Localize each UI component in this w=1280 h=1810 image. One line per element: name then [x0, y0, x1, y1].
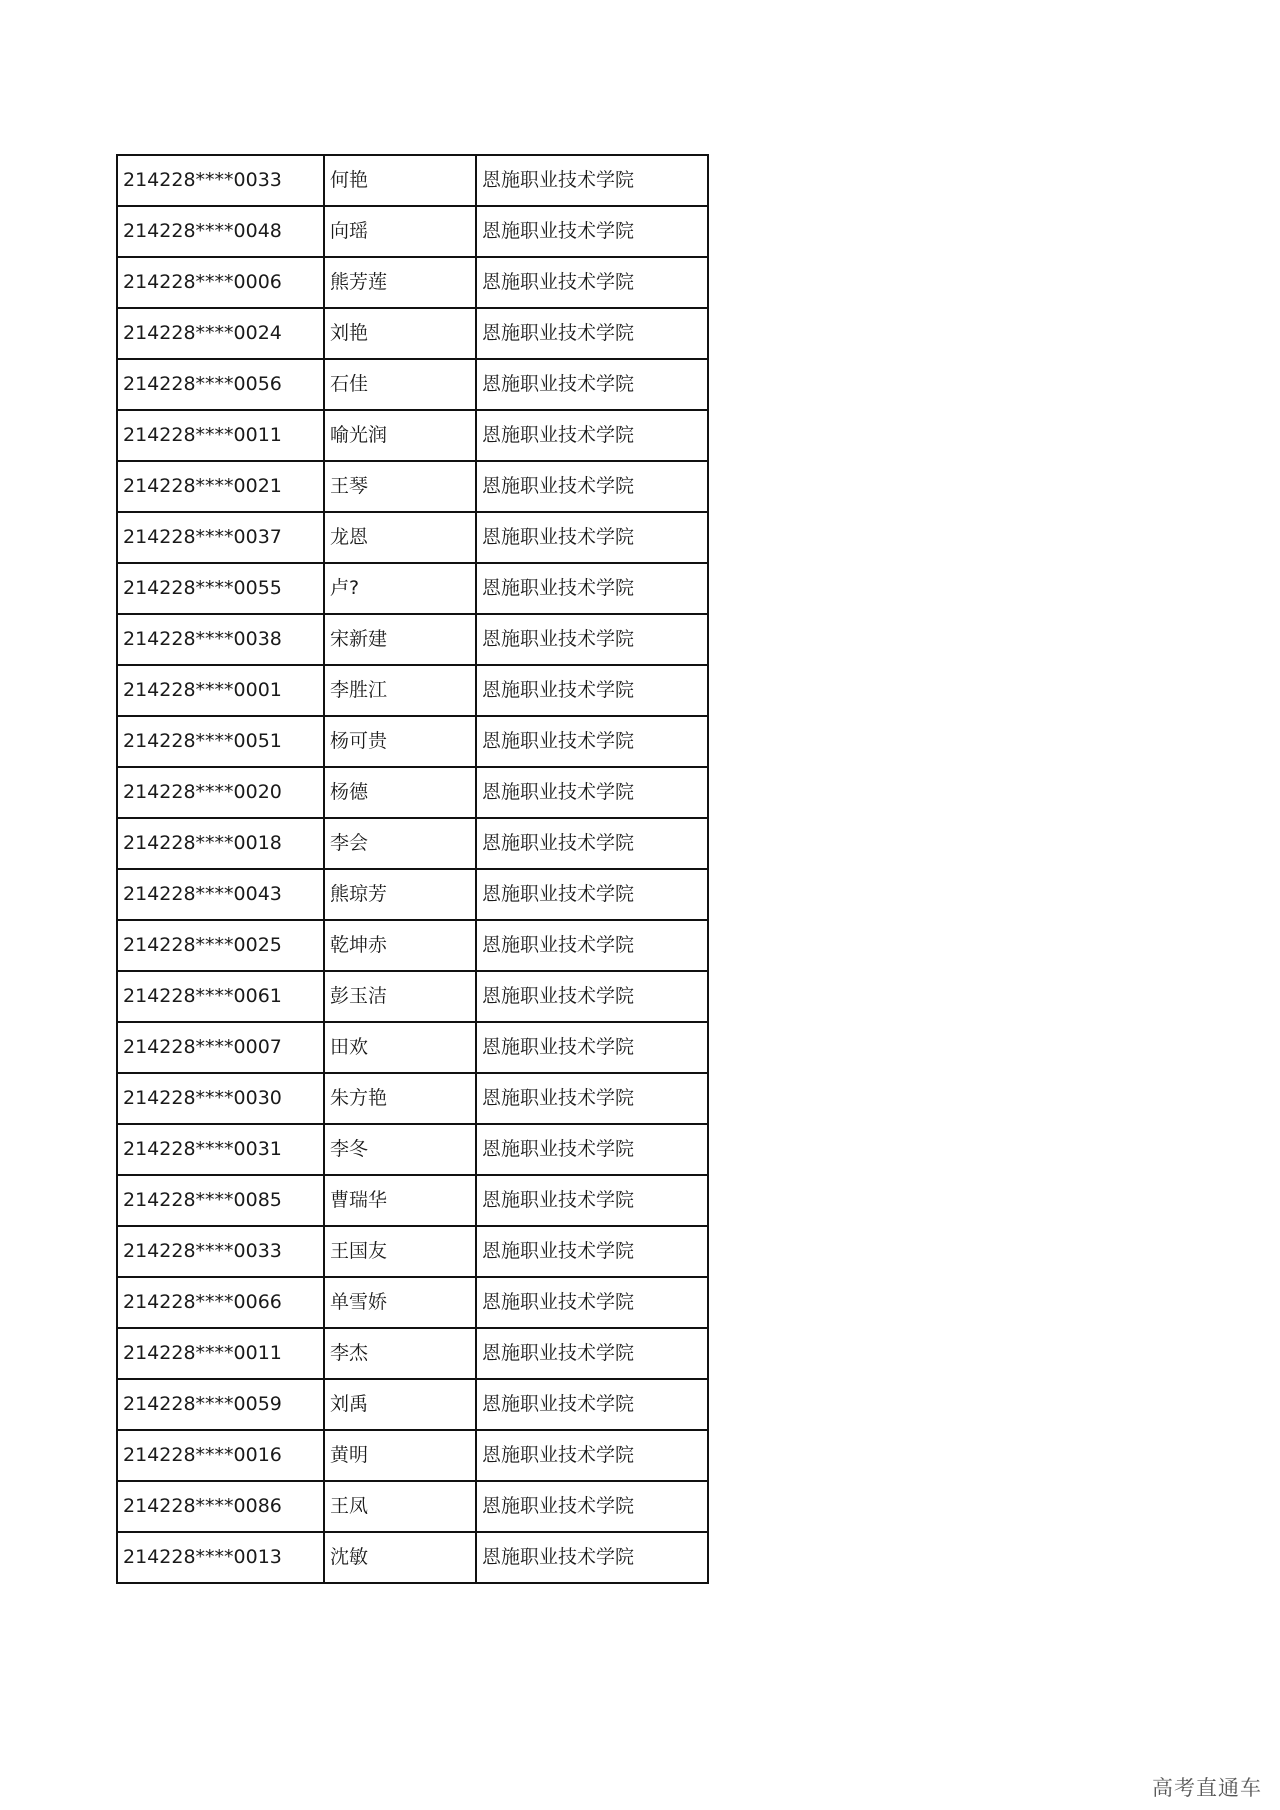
id-cell: 214228****0033 — [117, 1226, 324, 1277]
id-cell: 214228****0043 — [117, 869, 324, 920]
id-cell: 214228****0086 — [117, 1481, 324, 1532]
roster-table — [116, 154, 709, 1584]
id-cell: 214228****0013 — [117, 1532, 324, 1583]
name-cell: 田欢 — [324, 1022, 476, 1073]
id-cell: 214228****0031 — [117, 1124, 324, 1175]
table-row — [117, 716, 708, 767]
school-cell: 恩施职业技术学院 — [476, 410, 708, 461]
name-cell: 单雪娇 — [324, 1277, 476, 1328]
name-cell: 彭玉洁 — [324, 971, 476, 1022]
school-cell: 恩施职业技术学院 — [476, 1175, 708, 1226]
table-row — [117, 1328, 708, 1379]
name-cell: 刘艳 — [324, 308, 476, 359]
name-cell: 沈敏 — [324, 1532, 476, 1583]
table-row — [117, 1532, 708, 1583]
name-cell: 李会 — [324, 818, 476, 869]
school-cell: 恩施职业技术学院 — [476, 1379, 708, 1430]
school-cell: 恩施职业技术学院 — [476, 257, 708, 308]
table-row — [117, 1073, 708, 1124]
name-cell: 刘禹 — [324, 1379, 476, 1430]
table-row — [117, 410, 708, 461]
watermark: 高考直通车 — [1152, 1776, 1262, 1800]
name-cell: 向瑶 — [324, 206, 476, 257]
id-cell: 214228****0006 — [117, 257, 324, 308]
id-cell: 214228****0085 — [117, 1175, 324, 1226]
name-cell: 卢? — [324, 563, 476, 614]
name-cell: 曹瑞华 — [324, 1175, 476, 1226]
id-cell: 214228****0011 — [117, 1328, 324, 1379]
table-row — [117, 767, 708, 818]
table-row — [117, 155, 708, 206]
table-row — [117, 1175, 708, 1226]
table-row — [117, 869, 708, 920]
table-row — [117, 818, 708, 869]
id-cell: 214228****0056 — [117, 359, 324, 410]
school-cell: 恩施职业技术学院 — [476, 1226, 708, 1277]
school-cell: 恩施职业技术学院 — [476, 1022, 708, 1073]
name-cell: 熊芳莲 — [324, 257, 476, 308]
id-cell: 214228****0020 — [117, 767, 324, 818]
name-cell: 杨可贵 — [324, 716, 476, 767]
name-cell: 李杰 — [324, 1328, 476, 1379]
name-cell: 王国友 — [324, 1226, 476, 1277]
id-cell: 214228****0030 — [117, 1073, 324, 1124]
school-cell: 恩施职业技术学院 — [476, 920, 708, 971]
school-cell: 恩施职业技术学院 — [476, 308, 708, 359]
school-cell: 恩施职业技术学院 — [476, 563, 708, 614]
name-cell: 石佳 — [324, 359, 476, 410]
id-cell: 214228****0001 — [117, 665, 324, 716]
school-cell: 恩施职业技术学院 — [476, 1328, 708, 1379]
id-cell: 214228****0033 — [117, 155, 324, 206]
table-row — [117, 461, 708, 512]
table-row — [117, 665, 708, 716]
school-cell: 恩施职业技术学院 — [476, 767, 708, 818]
school-cell: 恩施职业技术学院 — [476, 665, 708, 716]
id-cell: 214228****0059 — [117, 1379, 324, 1430]
table-row — [117, 1277, 708, 1328]
table-row — [117, 1481, 708, 1532]
name-cell: 杨德 — [324, 767, 476, 818]
school-cell: 恩施职业技术学院 — [476, 1124, 708, 1175]
table-row — [117, 257, 708, 308]
name-cell: 王凤 — [324, 1481, 476, 1532]
school-cell: 恩施职业技术学院 — [476, 1073, 708, 1124]
table-row — [117, 308, 708, 359]
name-cell: 何艳 — [324, 155, 476, 206]
name-cell: 龙恩 — [324, 512, 476, 563]
id-cell: 214228****0066 — [117, 1277, 324, 1328]
table-row — [117, 1124, 708, 1175]
table-row — [117, 206, 708, 257]
name-cell: 李冬 — [324, 1124, 476, 1175]
name-cell: 朱方艳 — [324, 1073, 476, 1124]
id-cell: 214228****0037 — [117, 512, 324, 563]
school-cell: 恩施职业技术学院 — [476, 359, 708, 410]
id-cell: 214228****0048 — [117, 206, 324, 257]
id-cell: 214228****0038 — [117, 614, 324, 665]
school-cell: 恩施职业技术学院 — [476, 1277, 708, 1328]
table-row — [117, 563, 708, 614]
school-cell: 恩施职业技术学院 — [476, 971, 708, 1022]
table-row — [117, 971, 708, 1022]
id-cell: 214228****0016 — [117, 1430, 324, 1481]
school-cell: 恩施职业技术学院 — [476, 155, 708, 206]
table-row — [117, 1430, 708, 1481]
table-row — [117, 512, 708, 563]
table-row — [117, 1379, 708, 1430]
id-cell: 214228****0018 — [117, 818, 324, 869]
roster-body — [117, 155, 708, 1583]
school-cell: 恩施职业技术学院 — [476, 206, 708, 257]
name-cell: 喻光润 — [324, 410, 476, 461]
table-row — [117, 1022, 708, 1073]
table-row — [117, 920, 708, 971]
school-cell: 恩施职业技术学院 — [476, 614, 708, 665]
id-cell: 214228****0024 — [117, 308, 324, 359]
id-cell: 214228****0055 — [117, 563, 324, 614]
id-cell: 214228****0061 — [117, 971, 324, 1022]
name-cell: 宋新建 — [324, 614, 476, 665]
id-cell: 214228****0011 — [117, 410, 324, 461]
table-row — [117, 1226, 708, 1277]
table-row — [117, 614, 708, 665]
school-cell: 恩施职业技术学院 — [476, 461, 708, 512]
school-cell: 恩施职业技术学院 — [476, 818, 708, 869]
name-cell: 黄明 — [324, 1430, 476, 1481]
table-row — [117, 359, 708, 410]
name-cell: 乾坤赤 — [324, 920, 476, 971]
school-cell: 恩施职业技术学院 — [476, 869, 708, 920]
id-cell: 214228****0051 — [117, 716, 324, 767]
school-cell: 恩施职业技术学院 — [476, 716, 708, 767]
school-cell: 恩施职业技术学院 — [476, 1481, 708, 1532]
school-cell: 恩施职业技术学院 — [476, 1430, 708, 1481]
name-cell: 熊琼芳 — [324, 869, 476, 920]
name-cell: 王琴 — [324, 461, 476, 512]
id-cell: 214228****0025 — [117, 920, 324, 971]
id-cell: 214228****0021 — [117, 461, 324, 512]
school-cell: 恩施职业技术学院 — [476, 512, 708, 563]
id-cell: 214228****0007 — [117, 1022, 324, 1073]
school-cell: 恩施职业技术学院 — [476, 1532, 708, 1583]
name-cell: 李胜江 — [324, 665, 476, 716]
